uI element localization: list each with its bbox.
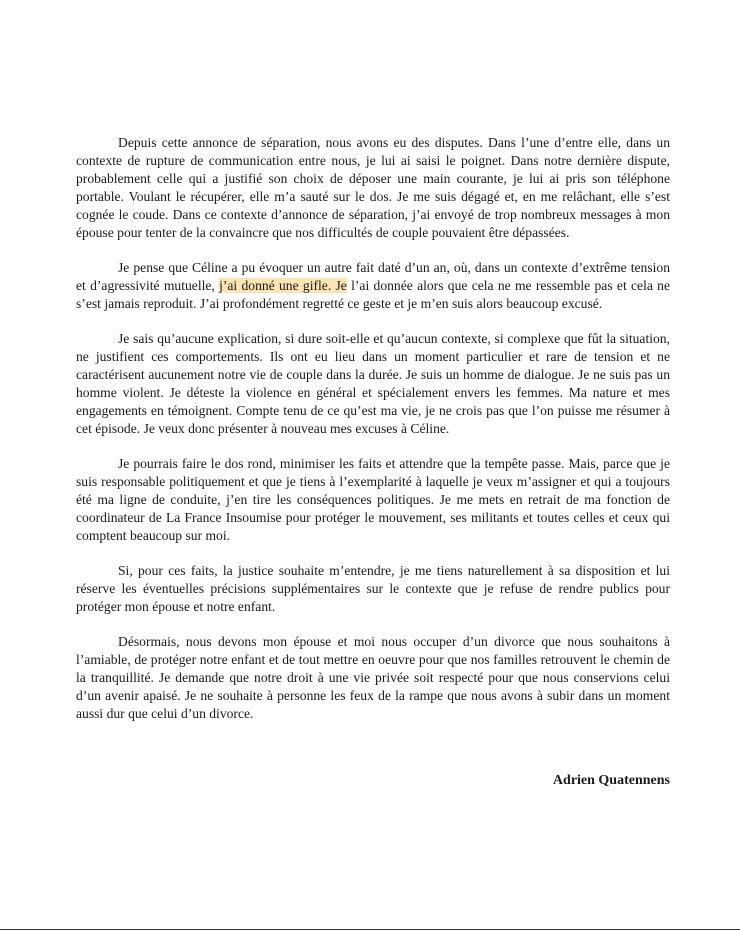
paragraph-separation-disputes: Depuis cette annonce de séparation, nous avons eu des disputes. Dans l’une d’entre elle, dans un contexte de rupture de communication entre nous, je lui ai saisi le poignet. Dans notre dernière dispute, probablement celle qui a justifié son choix de déposer une main courante, je lui ai pris son téléphone portable. Voulant le récupérer, elle m’a sauté sur le dos. Je me suis dégagé et, en me relâchant, elle s’est cognée le coude. Dans ce contexte d’annonce de séparation, j’ai envoyé de trop nombreux messages à mon épouse pour tenter de la convaincre que nos difficultés de couple pouvaient être dépassées. xyxy=(76,135,670,240)
letter-body xyxy=(76,134,670,740)
paragraph-gifle-after: l’ai donnée alors que cela ne me ressemble pas et cela ne s’est jamais reproduit. J’ai profondément regretté ce geste et je m’en suis alors beaucoup excusé. xyxy=(76,278,670,311)
page-bottom-divider xyxy=(0,929,740,930)
paragraph-no-justification: Je sais qu’aucune explication, si dure soit-elle et qu’aucun contexte, si complexe que fût la situation, ne justifient ces comportements. Ils ont eu lieu dans un moment particulier et rare de tension et ne caractérisent aucunement notre vie de couple dans la durée. Je suis un homme de dialogue. Je ne suis pas un homme violent. Je déteste la violence en général et spécialement envers les femmes. Ma nature et mes engagements en témoignent. Compte tenu de ce qu’est ma vie, je ne crois pas que l’on puisse me résumer à cet épisode. Je veux donc présenter à nouveau mes excuses à Céline. xyxy=(76,331,670,436)
highlighted-phrase: j’ai donné une gifle. Je xyxy=(219,278,347,293)
paragraph-divorce: Désormais, nous devons mon épouse et moi nous occuper d’un divorce que nous souhaitons à l’amiable, de protéger notre enfant et de tout mettre en oeuvre pour que nos familles retrouvent le chemin de la tranquillité. Je demande que notre droit à une vie privée soit respecté pour que nous conservions celui d’un avenir apaisé. Je ne souhaite à personne les feux de la rampe que nous avons à subir dans un moment aussi dur que celui d’un divorce. xyxy=(76,634,670,721)
paragraph-gifle xyxy=(76,259,670,313)
signature: Adrien Quatennens xyxy=(552,773,670,788)
paragraph-justice: Si, pour ces faits, la justice souhaite m’entendre, je me tiens naturellement à sa disposition et lui réserve les éventuelles précisions supplémentaires sur le contexte que je refuse de rendre publics pour protéger mon épouse et notre enfant. xyxy=(76,563,670,614)
paragraph-gifle-before: Je pense que Céline a pu évoquer un autre fait daté d’un an, où, dans un contexte d’extrême tension et d’agressivité mutuelle, xyxy=(76,260,670,293)
paragraph-political-consequences: Je pourrais faire le dos rond, minimiser les faits et attendre que la tempête passe. Mais, parce que je suis responsable politiquement et que je tiens à l’exemplarité à laquelle je veux m’assigner et qui a toujours été ma ligne de conduite, j’en tire les conséquences politiques. Je me mets en retrait de ma fonction de coordinateur de La France Insoumise pour protéger le mouvement, ses militants et toutes celles et ceux qui comptent beaucoup sur moi. xyxy=(76,456,670,543)
